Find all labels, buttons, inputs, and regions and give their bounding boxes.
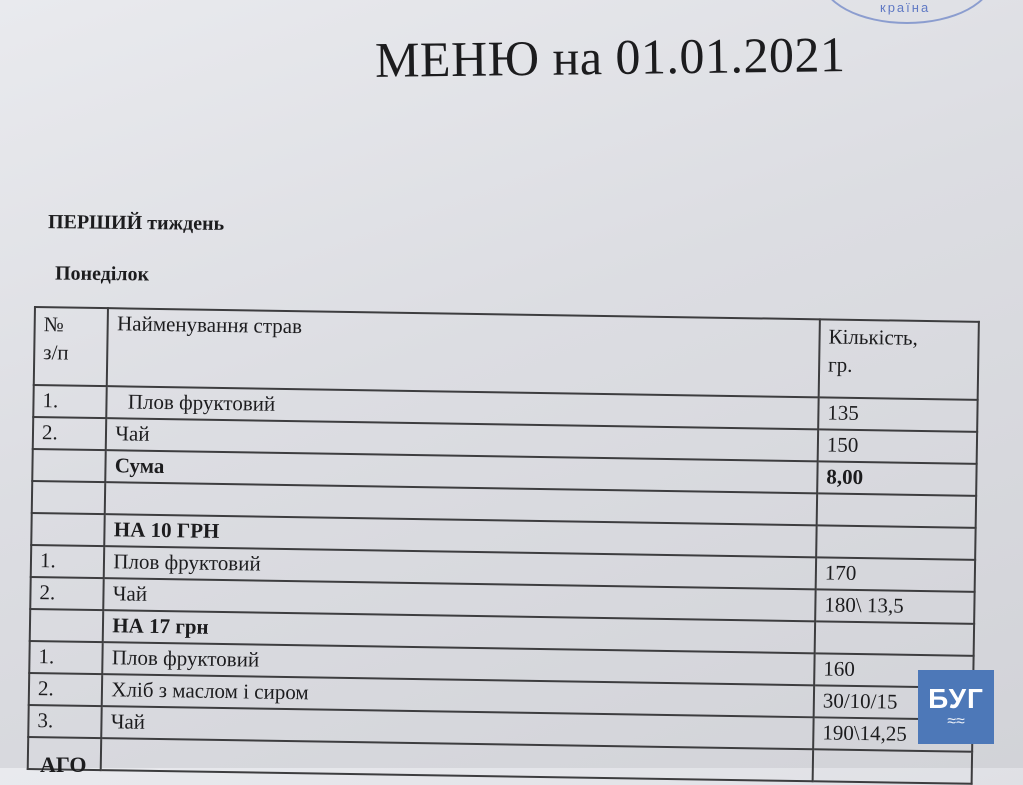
header-dish-name: Найменування страв — [107, 308, 820, 397]
row-quantity: 160 — [814, 653, 974, 687]
bug-logo-watermark — [918, 670, 994, 744]
row-number: 2. — [29, 673, 103, 706]
row-dish: Плов фруктовий — [104, 546, 816, 589]
row-quantity: 180\ 13,5 — [815, 589, 975, 623]
logo-text: БУГ — [928, 683, 984, 714]
row-quantity — [813, 749, 973, 783]
section-heading: НА 10 ГРН — [105, 514, 817, 557]
row-quantity: 150 — [818, 429, 978, 463]
row-dish: Плов фруктовий — [103, 642, 815, 685]
row-quantity — [815, 621, 975, 655]
row-quantity: 170 — [816, 557, 976, 591]
day-heading: Понеділок — [54, 262, 150, 286]
row-dish: Чай — [102, 706, 814, 749]
header-quantity: Кількість, гр. — [819, 319, 979, 399]
row-dish: Плов фруктовий — [107, 386, 819, 429]
row-number — [30, 609, 104, 642]
row-quantity: 30/10/15 — [814, 685, 974, 719]
row-total-value: 8,00 — [817, 461, 977, 495]
row-number: 3. — [28, 705, 102, 738]
row-number: 1. — [33, 385, 107, 418]
waves-icon: ≈≈ — [947, 713, 965, 730]
row-number: 1. — [31, 545, 105, 578]
row-dish: Хліб з маслом і сиром — [102, 674, 814, 717]
next-section-heading: АГО — [40, 752, 87, 777]
row-number: 2. — [30, 577, 104, 610]
row-quantity — [817, 493, 977, 527]
row-quantity: 135 — [818, 397, 978, 431]
week-heading: ПЕРШИЙ тиждень — [47, 211, 225, 235]
row-dish: Чай — [104, 578, 816, 621]
row-quantity — [816, 525, 976, 559]
section-heading: НА 17 грн — [103, 610, 815, 653]
stamp-text: країна — [880, 0, 931, 15]
row-number — [32, 481, 106, 514]
table-header-row — [34, 307, 979, 400]
row-number — [31, 513, 105, 546]
page-title: МЕНЮ на 01.01.2021 — [374, 26, 846, 88]
row-total-label: Сума — [106, 450, 818, 493]
menu-table — [27, 306, 980, 785]
row-number — [32, 449, 106, 482]
row-number: 1. — [29, 641, 103, 674]
header-number: № з/п — [34, 307, 109, 386]
row-dish: Чай — [106, 418, 818, 461]
row-number: 2. — [33, 417, 107, 450]
row-quantity: 190\14,25 — [813, 717, 973, 751]
